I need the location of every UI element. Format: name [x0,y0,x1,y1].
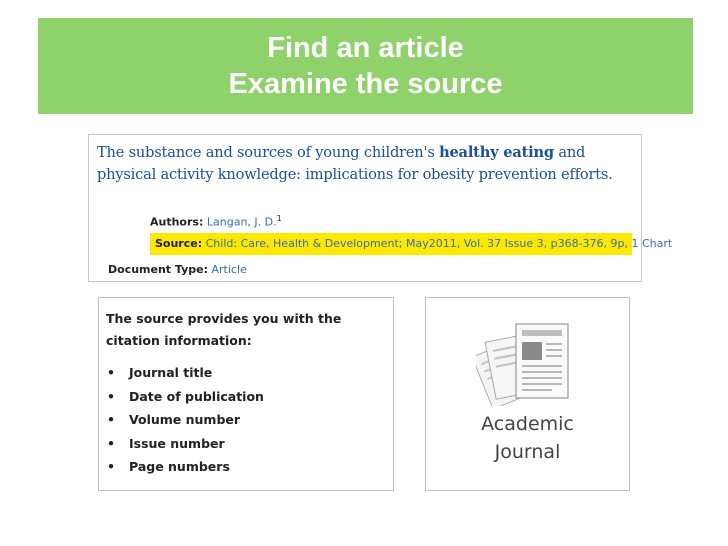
document-type-label: Document Type: [108,263,208,276]
article-title-link[interactable] [97,142,642,186]
source-field [155,236,672,252]
academic-journal-label [426,410,629,466]
list-item: • Date of publication [107,388,264,404]
list-item: • Journal title [107,365,213,380]
list-item: • Issue number [107,435,225,451]
document-type-field [108,262,247,278]
authors-affiliation: 1 [276,214,282,223]
banner-title-line1: Find an article [267,32,464,64]
source-label: Source: [155,237,203,250]
article-record [88,134,673,282]
article-title-start: The substance and sources of young children's [97,144,440,161]
article-title-keyword: healthy eating [439,144,554,161]
document-type-value: Article [211,263,247,276]
citation-info-list [107,361,264,479]
banner-title-line2: Examine the source [228,68,503,100]
academic-journal-icon [476,320,581,411]
list-item: • Volume number [107,412,241,427]
authors-link[interactable]: Langan, J. D. [206,215,277,229]
journal-label-line1: Academic [481,413,574,435]
list-item: • Page numbers [107,459,230,474]
journal-label-line2: Journal [494,441,561,463]
title-banner [38,18,693,114]
source-value: Child: Care, Health & Development; May2011, Vol. 37 Issue 3, p368-376, 9p, 1 Chart [205,237,673,250]
authors-label: Authors: [150,215,204,229]
article-title-end: and physical activity knowledge: implications for obesity prevention efforts. [97,144,613,183]
citation-info-lead: The source provides you with the citation information: [106,311,342,348]
authors-field [150,211,282,231]
academic-journal-card [425,297,630,491]
citation-info-box [98,297,394,491]
